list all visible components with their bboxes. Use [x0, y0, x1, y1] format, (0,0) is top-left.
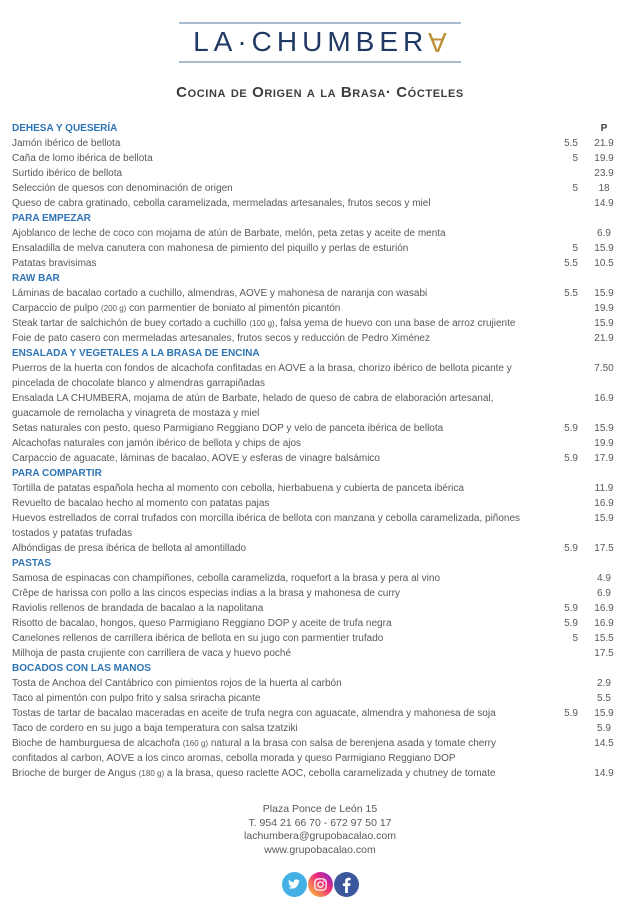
- menu-item-name: Ensaladilla de melva canutera con mahonesa de pimiento del piquillo y perlas de esturión: [12, 243, 409, 254]
- menu-item-price-half: 5.9: [564, 708, 578, 719]
- menu-item-name: Ensalada LA CHUMBERA, mojama de atún de Barbate, helado de queso de cabra de elaboración artesanal, guacamole de remolacha y vinagreta de mostaza y miel: [12, 393, 494, 419]
- menu-item-row: [12, 571, 630, 586]
- menu-item-price-half: 5.5: [564, 258, 578, 269]
- menu-item-name: Carpaccio de aguacate, láminas de bacalao, AOVE y esferas de vinagre balsámico: [12, 453, 380, 464]
- menu-item-row: [12, 136, 630, 151]
- menu-item-price-full: 15.9: [594, 318, 614, 329]
- menu-item-price-half: 5: [572, 183, 578, 194]
- logo-flipped-a: A: [428, 27, 447, 58]
- menu-item-price-full: 6.9: [597, 228, 611, 239]
- menu-item-name: Raviolis rellenos de brandada de bacalao a la napolitana: [12, 603, 264, 614]
- menu-item-name: Ajoblanco de leche de coco con mojama de atún de Barbate, melón, peta zetas y aceite de menta: [12, 228, 446, 239]
- restaurant-logo: [179, 22, 461, 63]
- menu-item-row: [12, 706, 630, 721]
- menu-item-price-half: 5.9: [564, 543, 578, 554]
- portion-size-note: (100 g): [249, 319, 275, 328]
- footer-website[interactable]: www.grupobacalao.com: [264, 843, 376, 856]
- menu-item-price-full: 23.9: [594, 168, 614, 179]
- menu-item-price-full: 16.9: [594, 603, 614, 614]
- menu-item-price-full: 15.9: [594, 513, 614, 524]
- menu-item-price-full: 16.9: [594, 618, 614, 629]
- menu-section-header-row: [12, 346, 630, 361]
- menu-item-name: Caña de lomo ibérica de bellota: [12, 153, 153, 164]
- menu-item-name: Taco al pimentón con pulpo frito y salsa sriracha picante: [12, 693, 261, 704]
- menu-section-header-row: [12, 556, 630, 571]
- section-title: BOCADOS CON LAS MANOS: [12, 663, 151, 674]
- menu-item-price-full: 10.5: [594, 258, 614, 269]
- page-header: [0, 0, 640, 101]
- menu-item-row: [12, 541, 630, 556]
- menu-item-row: [12, 196, 630, 211]
- menu-item-price-half: 5: [572, 633, 578, 644]
- menu-item-price-full: 17.5: [594, 648, 614, 659]
- menu-item-price-full: 15.9: [594, 423, 614, 434]
- menu-item-row: [12, 421, 630, 436]
- page-footer: [0, 803, 640, 857]
- menu-item-name: Taco de cordero en su jugo a baja temperatura con salsa tzatziki: [12, 723, 298, 734]
- menu-item-price-half: 5.5: [564, 288, 578, 299]
- menu-item-price-full: 17.5: [594, 543, 614, 554]
- menu-item-price-full: 21.9: [594, 138, 614, 149]
- menu-section-header-row: [12, 271, 630, 286]
- menu-item-name: Queso de cabra gratinado, cebolla caramelizada, mermeladas artesanales, frutos secos y miel: [12, 198, 431, 209]
- menu-item-row: [12, 256, 630, 271]
- menu-item-name: Tostas de tartar de bacalao maceradas en aceite de trufa negra con aguacate, almendra y mahonesa de soja: [12, 708, 496, 719]
- menu-item-name: Samosa de espinacas con champiñones, cebolla caramelizda, roquefort a la brasa y pera al vino: [12, 573, 441, 584]
- menu-item-name: Jamón ibérico de bellota: [12, 138, 121, 149]
- facebook-icon[interactable]: [334, 872, 359, 897]
- menu-item-row: [12, 721, 630, 736]
- section-title: PARA COMPARTIR: [12, 468, 102, 479]
- menu-item-price-half: 5.9: [564, 618, 578, 629]
- menu-item-name: Bioche de hamburguesa de alcachofa (160 g) natural a la brasa con salsa de berenjena asada y tomate cherry confitados al carbon, AOVE a los cinco aromas, cebolla morada y queso Parmigiano Reggiano DOP: [12, 738, 496, 764]
- section-title: RAW BAR: [12, 273, 60, 284]
- section-title: DEHESA Y QUESERÍA: [12, 123, 118, 134]
- logo-text-main: LA·CHUMBER: [193, 26, 429, 57]
- menu-item-row: [12, 481, 630, 496]
- portion-size-note: (180 g): [138, 769, 165, 778]
- menu-item-price-full: 14.9: [594, 198, 614, 209]
- price-col-label: P: [600, 123, 608, 134]
- menu-item-name: Setas naturales con pesto, queso Parmigiano Reggiano DOP y velo de panceta ibérica de bellota: [12, 423, 444, 434]
- menu-item-price-full: 21.9: [594, 333, 614, 344]
- menu-item-price-full: 16.9: [594, 498, 614, 509]
- menu-item-row: [12, 691, 630, 706]
- menu-item-row: [12, 226, 630, 241]
- menu-item-price-half: 5.9: [564, 603, 578, 614]
- menu-item-price-full: 17.9: [594, 453, 614, 464]
- footer-address: Plaza Ponce de León 15: [262, 803, 378, 815]
- menu-section-header-row: [12, 661, 630, 676]
- menu-item-row: [12, 391, 630, 421]
- menu-item-price-full: 19.9: [594, 303, 614, 314]
- menu-item-row: [12, 241, 630, 256]
- menu-item-row: [12, 616, 630, 631]
- menu-item-price-half: 5.9: [564, 453, 578, 464]
- menu-item-price-full: 19.9: [594, 153, 614, 164]
- portion-size-note: (160 g): [182, 739, 209, 748]
- menu-item-price-full: 2.9: [597, 678, 611, 689]
- menu-item-name: Puerros de la huerta con fondos de alcachofa confitadas en AOVE a la brasa, chorizo ibérico de bellota picante y pincelada de chocolate blanco y almendras garrapiñadas: [12, 363, 512, 389]
- social-links: [0, 872, 640, 897]
- menu-item-price-full: 15.5: [594, 633, 614, 644]
- menu-item-row: [12, 766, 630, 781]
- footer-phone: T. 954 21 66 70 - 672 97 50 17: [248, 816, 392, 829]
- menu-item-row: [12, 676, 630, 691]
- menu-section-header-row: [12, 211, 630, 226]
- menu-section-header-row: [12, 121, 630, 136]
- menu-item-row: [12, 331, 630, 346]
- menu-item-price-full: 14.9: [594, 768, 614, 779]
- menu-item-row: [12, 166, 630, 181]
- menu-item-row: [12, 301, 630, 316]
- portion-size-note: (200 g): [100, 304, 127, 313]
- menu: [0, 121, 640, 781]
- section-title: PASTAS: [12, 558, 52, 569]
- menu-item-name: Risotto de bacalao, hongos, queso Parmigiano Reggiano DOP y aceite de trufa negra: [12, 618, 392, 629]
- menu-item-price-half: 5: [572, 243, 578, 254]
- menu-item-price-full: 5.5: [597, 693, 611, 704]
- menu-item-price-full: 7.50: [594, 363, 614, 374]
- menu-item-name: Canelones rellenos de carrillera ibérica de bellota en su jugo con parmentier trufado: [12, 633, 384, 644]
- menu-subtitle: Cocina de Origen a la Brasa· Cócteles: [176, 84, 464, 101]
- menu-item-price-full: 19.9: [594, 438, 614, 449]
- menu-item-name: Milhoja de pasta crujiente con carrillera de vaca y huevo poché: [12, 648, 292, 659]
- footer-email[interactable]: lachumbera@grupobacalao.com: [244, 830, 396, 842]
- menu-item-name: Alcachofas naturales con jamón ibérico de bellota y chips de ajos: [12, 438, 302, 449]
- menu-item-row: [12, 451, 630, 466]
- menu-item-row: [12, 316, 630, 331]
- menu-item-price-full: 6.9: [597, 588, 611, 599]
- menu-item-name: Steak tartar de salchichón de buey cortado a cuchillo (100 g), falsa yema de huevo con una base de arroz crujiente: [12, 318, 516, 329]
- menu-item-row: [12, 151, 630, 166]
- menu-item-price-full: 4.9: [597, 573, 611, 584]
- twitter-icon[interactable]: [282, 872, 307, 897]
- menu-item-row: [12, 361, 630, 391]
- menu-item-row: [12, 496, 630, 511]
- menu-item-price-full: 15.9: [594, 243, 614, 254]
- menu-item-price-full: 15.9: [594, 288, 614, 299]
- menu-item-name: Brioche de burger de Angus (180 g) a la brasa, queso raclette AOC, cebolla caramelizada y chutney de tomate: [12, 768, 496, 779]
- menu-item-name: Albóndigas de presa ibérica de bellota al amontillado: [12, 543, 247, 554]
- menu-item-row: [12, 586, 630, 601]
- menu-item-row: [12, 601, 630, 616]
- menu-item-name: Huevos estrellados de corral trufados con morcilla ibérica de bellota con manzana y cebolla caramelizada, piñones tostados y patatas trufadas: [12, 513, 521, 539]
- menu-item-name: Crêpe de harissa con pollo a las cincos especias indias a la brasa y mahonesa de curry: [12, 588, 400, 599]
- instagram-icon[interactable]: [308, 872, 333, 897]
- menu-item-name: Patatas bravisimas: [12, 258, 97, 269]
- menu-item-row: [12, 631, 630, 646]
- menu-item-price-full: 16.9: [594, 393, 614, 404]
- menu-item-row: [12, 286, 630, 301]
- menu-item-name: Revuelto de bacalao hecho al momento con patatas pajas: [12, 498, 270, 509]
- section-title: ENSALADA Y VEGETALES A LA BRASA DE ENCINA: [12, 348, 260, 359]
- menu-item-row: [12, 511, 630, 541]
- menu-item-price-full: 11.9: [594, 483, 614, 494]
- menu-item-price-full: 5.9: [597, 723, 611, 734]
- menu-item-name: Láminas de bacalao cortado a cuchillo, almendras, AOVE y mahonesa de naranja con wasabi: [12, 288, 428, 299]
- menu-item-price-half: 5.9: [564, 423, 578, 434]
- menu-item-row: [12, 181, 630, 196]
- menu-item-price-half: 5.5: [564, 138, 578, 149]
- menu-section-header-row: [12, 466, 630, 481]
- menu-item-row: [12, 436, 630, 451]
- section-title: PARA EMPEZAR: [12, 213, 91, 224]
- menu-item-price-half: 5: [572, 153, 578, 164]
- menu-item-name: Surtido ibérico de bellota: [12, 168, 123, 179]
- menu-item-price-full: 14.5: [594, 738, 614, 749]
- menu-item-name: Tortilla de patatas española hecha al momento con cebolla, hierbabuena y cubierta de panceta ibérica: [12, 483, 464, 494]
- menu-item-row: [12, 736, 630, 766]
- menu-item-price-full: 15.9: [594, 708, 614, 719]
- menu-item-name: Foie de pato casero con mermeladas artesanales, frutos secos y reducción de Pedro Ximénez: [12, 333, 430, 344]
- menu-item-name: Carpaccio de pulpo (200 g) con parmentier de boniato al pimentón picantón: [12, 303, 341, 314]
- menu-item-price-full: 18: [598, 183, 610, 194]
- menu-item-name: Tosta de Anchoa del Cantábrico con pimientos rojos de la huerta al carbón: [12, 678, 342, 689]
- menu-item-name: Selección de quesos con denominación de origen: [12, 183, 233, 194]
- menu-item-row: [12, 646, 630, 661]
